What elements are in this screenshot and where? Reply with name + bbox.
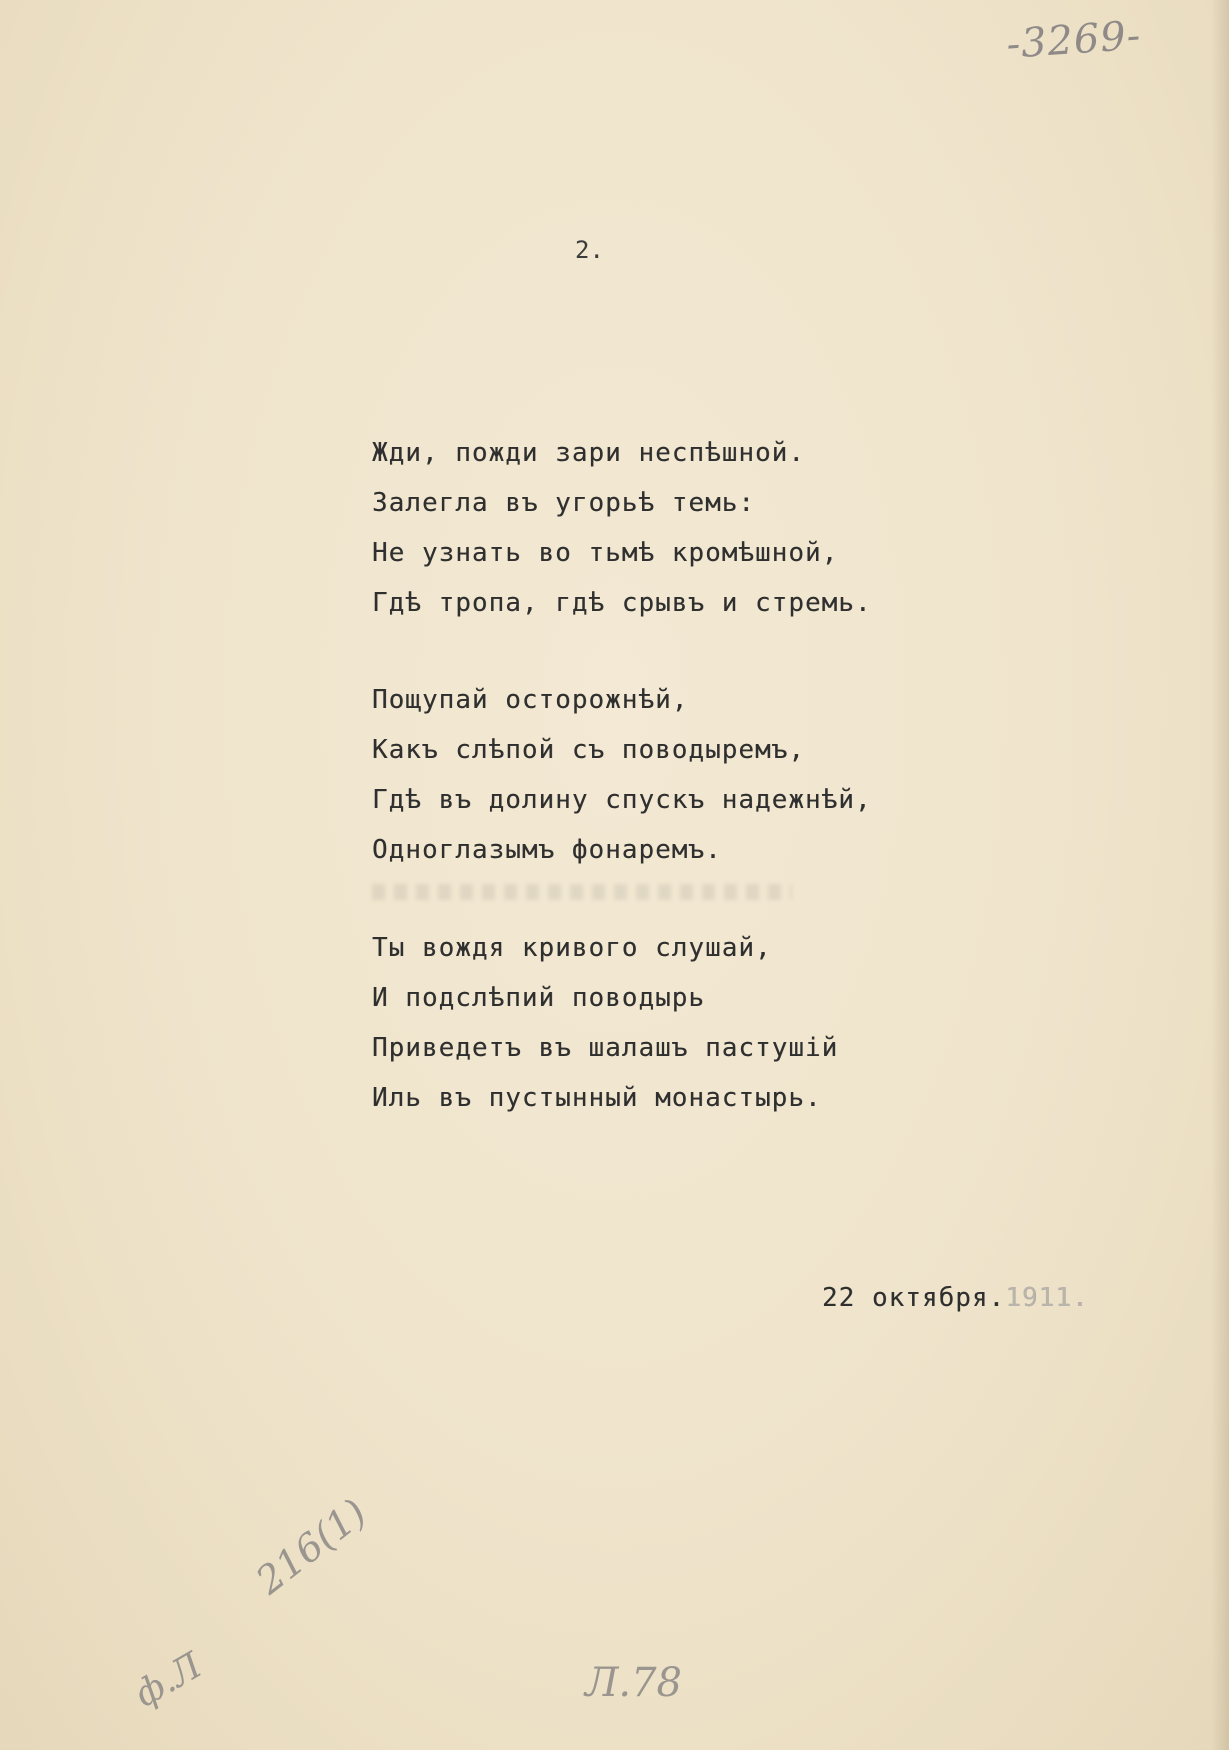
poem-line: Залегла въ угорьѣ темь:: [372, 488, 756, 518]
date-text: 22 октября.: [822, 1283, 1006, 1313]
poem-line: Иль въ пустынный монастырь.: [372, 1083, 822, 1113]
date-faint-year: 1911.: [1005, 1283, 1089, 1313]
date-line: [822, 1283, 1088, 1313]
faded-typed-line: [372, 884, 792, 900]
poem-line: Не узнать во тьмѣ кромѣшной,: [372, 538, 839, 568]
archive-number: -3269-: [1005, 12, 1143, 68]
poem-line: Одноглазымъ фонаремъ.: [372, 835, 722, 865]
page-edge-shadow: [1211, 0, 1229, 1750]
poem-line: Жди, пожди зари неспѣшной.: [372, 438, 805, 468]
pencil-annotation: ф.Л: [128, 1645, 209, 1716]
poem-line: И подслѣпий поводырь: [372, 983, 706, 1013]
pencil-annotation: 216(1): [248, 1490, 375, 1603]
poem-line: Какъ слѣпой съ поводыремъ,: [372, 735, 805, 765]
folio-number: Л.78: [585, 1660, 682, 1706]
poem-line: Приведетъ въ шалашъ пастушій: [372, 1033, 839, 1063]
poem-line: Ты вождя кривого слушай,: [372, 933, 772, 963]
poem-line: Гдѣ тропа, гдѣ срывъ и стремь.: [372, 588, 872, 618]
poem-line: Гдѣ въ долину спускъ надежнѣй,: [372, 785, 872, 815]
poem-line: Пощупай осторожнѣй,: [372, 685, 689, 715]
section-number: 2.: [575, 236, 604, 264]
